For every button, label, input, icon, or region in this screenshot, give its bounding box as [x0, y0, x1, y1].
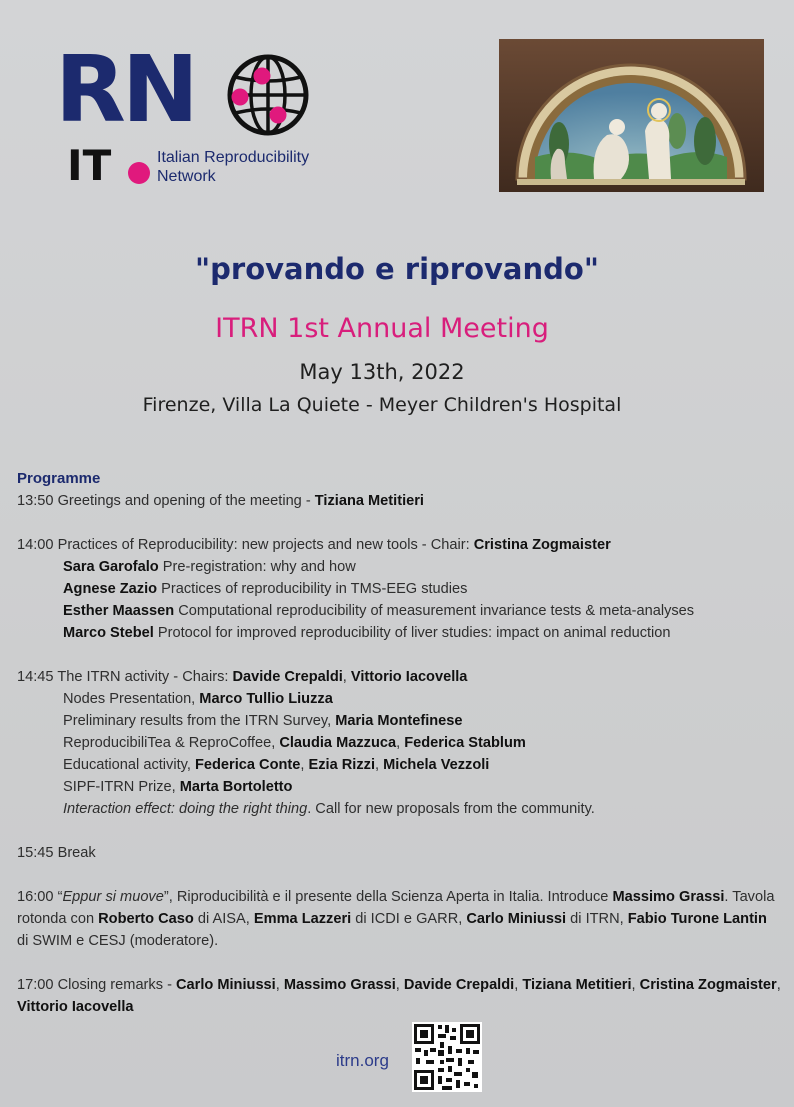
session-itrn-activity: [17, 666, 782, 688]
session-opening: [17, 490, 782, 512]
separator: ,: [631, 977, 640, 993]
speaker: Marta Bortoletto: [179, 779, 293, 795]
session-text: Break: [53, 845, 96, 861]
activity-text: Nodes Presentation,: [63, 691, 200, 707]
separator: ,: [514, 977, 523, 993]
session-text: Practices of Reproducibility: new projects and new tools - Chair:: [53, 537, 474, 553]
speaker: Massimo Grassi: [612, 889, 725, 905]
separator: ,: [375, 757, 384, 773]
speaker: Marco Stebel: [63, 625, 154, 641]
separator: ,: [396, 735, 405, 751]
session-text: di SWIM e CESJ (moderatore).: [17, 933, 219, 949]
session-time: 14:45: [17, 669, 54, 685]
separator: ,: [395, 977, 404, 993]
meeting-date: May 13th, 2022: [299, 360, 465, 384]
meeting-venue: Firenze, Villa La Quiete - Meyer Children's Hospital: [142, 394, 622, 416]
activity-item: [17, 688, 782, 710]
talk-item: [17, 622, 782, 644]
logo-network-name: [157, 148, 337, 186]
speaker: Cristina Zogmaister: [639, 977, 777, 993]
session-text: di ICDI e GARR,: [351, 911, 467, 927]
activity-item: [17, 776, 782, 798]
activity-text: . Call for new proposals from the community.: [307, 801, 595, 817]
session-text: The ITRN activity - Chairs:: [53, 669, 233, 685]
motto-title: "provando e riprovando": [195, 252, 599, 286]
session-round-table: [17, 886, 782, 952]
speaker: Claudia Mazzuca: [279, 735, 397, 751]
session-text: Greetings and opening of the meeting -: [53, 493, 315, 509]
talk-title: Protocol for improved reproducibility of liver studies: impact on animal reduction: [153, 625, 671, 641]
session-practices: [17, 534, 782, 556]
speaker: Michela Vezzoli: [383, 757, 490, 773]
activity-item: [17, 754, 782, 776]
session-text: Closing remarks -: [53, 977, 176, 993]
speaker: Ezia Rizzi: [308, 757, 375, 773]
session-closing: [17, 974, 782, 1018]
talk-title: Computational reproducibility of measurement invariance tests & meta-analyses: [174, 603, 695, 619]
speaker: Vittorio Iacovella: [17, 999, 134, 1015]
speaker: Sara Garofalo: [63, 559, 159, 575]
session-time: 14:00: [17, 537, 54, 553]
session-time: 17:00: [17, 977, 54, 993]
programme-title: Programme: [17, 470, 101, 487]
itrn-logo: [55, 36, 345, 202]
session-text: . Tavola rotonda con: [17, 889, 775, 927]
activity-text: ReproducibiliTea & ReproCoffee,: [63, 735, 280, 751]
activity-text: Preliminary results from the ITRN Survey,: [63, 713, 336, 729]
activity-text: Educational activity,: [63, 757, 195, 773]
session-time: 15:45: [17, 845, 54, 861]
quote-open: “: [53, 889, 63, 905]
separator: ,: [342, 669, 351, 685]
website-link[interactable]: itrn.org: [336, 1051, 389, 1070]
talk-item: [17, 556, 782, 578]
session-time: 16:00: [17, 889, 54, 905]
chair: Davide Crepaldi: [232, 669, 343, 685]
logo-letters: RN: [55, 36, 195, 143]
globe-icon: [225, 52, 311, 138]
call-italic: Interaction effect: doing the right thing: [63, 801, 308, 817]
quote-italic: Eppur si muove: [62, 889, 164, 905]
speaker: Tiziana Metitieri: [314, 493, 424, 509]
session-text: di ITRN,: [566, 911, 628, 927]
session-text: ”, Riproducibilità e il presente della Scienza Aperta in Italia. Introduce: [163, 889, 613, 905]
speaker: Federica Stablum: [404, 735, 526, 751]
separator: ,: [300, 757, 309, 773]
activity-item: [17, 798, 782, 820]
talk-item: [17, 578, 782, 600]
speaker: Fabio Turone Lantin: [627, 911, 767, 927]
speaker: Esther Maassen: [63, 603, 175, 619]
speaker: Maria Montefinese: [335, 713, 463, 729]
activity-item: [17, 710, 782, 732]
speaker: Federica Conte: [194, 757, 301, 773]
chair: Cristina Zogmaister: [473, 537, 611, 553]
qr-code[interactable]: [412, 1022, 482, 1092]
chair: Vittorio Iacovella: [350, 669, 468, 685]
speaker: Marco Tullio Liuzza: [199, 691, 333, 707]
talk-item: [17, 600, 782, 622]
session-text: di AISA,: [193, 911, 254, 927]
logo-name-line1: Italian Reproducibility: [157, 149, 310, 166]
separator: ,: [776, 977, 781, 993]
logo-dot: [128, 162, 150, 184]
logo-name-line2: Network: [157, 168, 216, 185]
session-time: 13:50: [17, 493, 54, 509]
speaker: Massimo Grassi: [283, 977, 396, 993]
talk-title: Pre-registration: why and how: [158, 559, 356, 575]
session-break: [17, 842, 782, 864]
meeting-title: ITRN 1st Annual Meeting: [215, 313, 549, 344]
programme: [17, 468, 782, 1018]
speaker: Roberto Caso: [98, 911, 194, 927]
logo-it: IT: [67, 141, 112, 190]
speaker: Carlo Miniussi: [466, 911, 567, 927]
speaker: Davide Crepaldi: [403, 977, 515, 993]
speaker: Agnese Zazio: [63, 581, 158, 597]
speaker: Carlo Miniussi: [175, 977, 276, 993]
speaker: Tiziana Metitieri: [522, 977, 632, 993]
activity-item: [17, 732, 782, 754]
talk-title: Practices of reproducibility in TMS-EEG studies: [157, 581, 468, 597]
separator: ,: [275, 977, 284, 993]
lunette-artwork: [499, 39, 764, 192]
activity-text: SIPF-ITRN Prize,: [63, 779, 180, 795]
speaker: Emma Lazzeri: [253, 911, 352, 927]
